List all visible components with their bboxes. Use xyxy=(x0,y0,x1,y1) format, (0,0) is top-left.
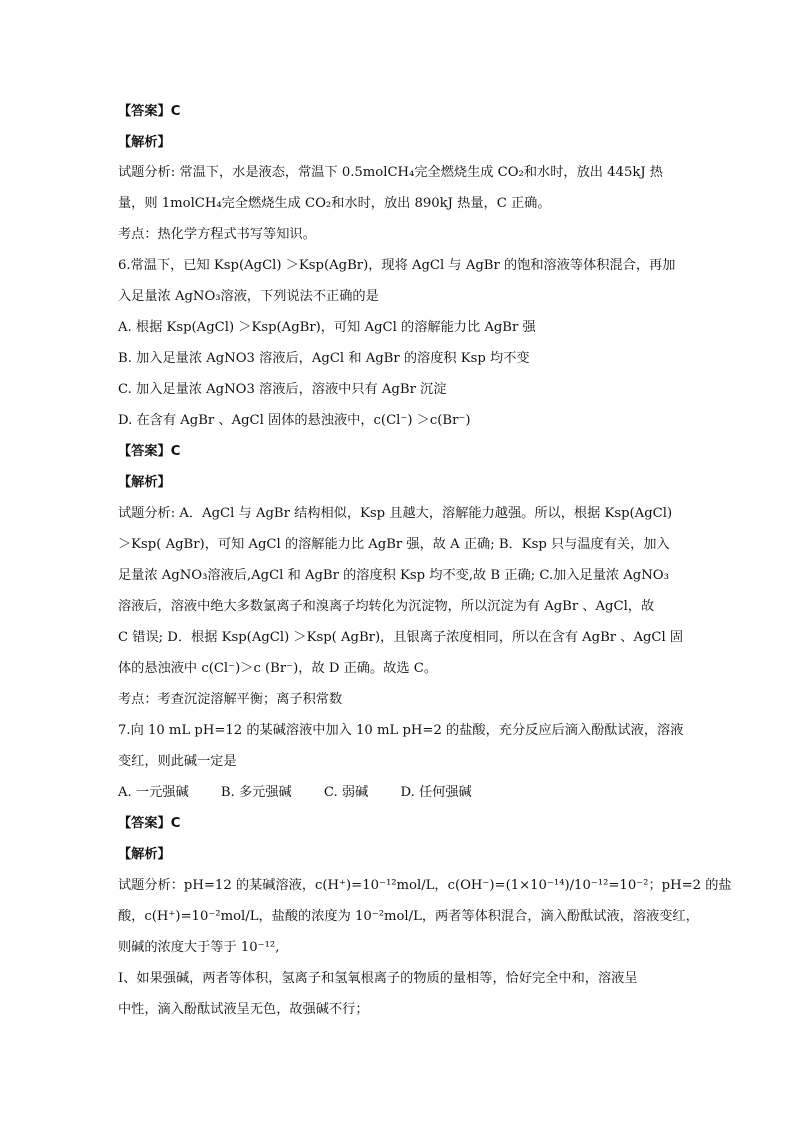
q7-option-b: B. 多元强碱 xyxy=(220,785,292,800)
q6-option-d: D. 在含有 AgBr 、AgCl 固体的悬浊液中，c(Cl⁻) ＞c(Br⁻) xyxy=(118,413,471,428)
q7-option-a: A. 一元强碱 xyxy=(118,785,189,800)
q6-analysis-line: C 错误; D．根据 Ksp(AgCl) ＞Ksp( AgBr)，且银离子浓度相同，所以在含有 AgBr 、AgCl 固 xyxy=(118,630,684,645)
q7-options xyxy=(118,784,500,802)
q5-kaodian: 考点：热化学方程式书写等知识。 xyxy=(118,227,316,242)
q7-stem-line: 变红，则此碱一定是 xyxy=(118,754,237,769)
q7-analysis-line: 试题分析：pH=12 的某碱溶液，c(H⁺)=10⁻¹²mol/L，c(OH⁻)=(1×10⁻¹⁴)/10⁻¹²=10⁻²；pH=2 的盐 xyxy=(118,878,732,893)
q7-analysis-heading: 【解析】 xyxy=(118,847,171,862)
q7-analysis-line: 则碱的浓度大于等于 10⁻¹², xyxy=(118,940,280,955)
q6-analysis-line: 体的悬浊液中 c(Cl⁻)＞c (Br⁻)，故 D 正确。故选 C。 xyxy=(118,661,438,676)
q6-analysis-line: 试题分析: A．AgCl 与 AgBr 结构相似，Ksp 且越大，溶解能力越强。所以，根据 Ksp(AgCl) xyxy=(118,506,673,521)
q5-analysis-line: 试题分析: 常温下，水是液态，常温下 0.5molCH₄完全燃烧生成 CO₂和水时，放出 445kJ 热 xyxy=(118,165,663,180)
q6-option-b: B. 加入足量浓 AgNO3 溶液后，AgCl 和 AgBr 的溶度积 Ksp 均不变 xyxy=(118,351,530,366)
q6-stem-line: 6.常温下，已知 Ksp(AgCl) ＞Ksp(AgBr)，现将 AgCl 与 AgBr 的饱和溶液等体积混合，再加 xyxy=(118,258,676,273)
q6-analysis-line: 溶液后，溶液中绝大多数氯离子和溴离子均转化为沉淀物，所以沉淀为有 AgBr 、AgCl，故 xyxy=(118,599,655,614)
q6-kaodian: 考点：考查沉淀溶解平衡；离子积常数 xyxy=(118,692,343,707)
q5-analysis-line: 量，则 1molCH₄完全燃烧生成 CO₂和水时，放出 890kJ 热量，C 正确。 xyxy=(118,196,551,211)
q7-option-c: C. 弱碱 xyxy=(323,785,369,800)
q7-analysis-line: Ⅰ、如果强碱，两者等体积，氢离子和氢氧根离子的物质的量相等，恰好完全中和，溶液呈 xyxy=(118,971,638,986)
q7-answer: 【答案】C xyxy=(118,816,181,831)
q6-stem-line: 入足量浓 AgNO₃溶液，下列说法不正确的是 xyxy=(118,289,379,304)
q6-analysis-heading: 【解析】 xyxy=(118,475,171,490)
q6-analysis-line: ＞Ksp( AgBr)，可知 AgCl 的溶解能力比 AgBr 强，故 A 正确; B．Ksp 只与温度有关，加入 xyxy=(118,537,670,552)
q6-option-a: A. 根据 Ksp(AgCl) ＞Ksp(AgBr)，可知 AgCl 的溶解能力比 AgBr 强 xyxy=(118,320,536,335)
q5-answer: 【答案】C xyxy=(118,104,181,119)
q7-analysis-line: 中性，滴入酚酞试液呈无色，故强碱不行； xyxy=(118,1002,369,1017)
q5-analysis-heading: 【解析】 xyxy=(118,135,171,150)
q7-option-d: D. 任何强碱 xyxy=(400,785,472,800)
q6-answer: 【答案】C xyxy=(118,444,181,459)
q7-stem-line: 7.向 10 mL pH=12 的某碱溶液中加入 10 mL pH=2 的盐酸，充分反应后滴入酚酞试液，溶液 xyxy=(118,723,684,738)
q7-analysis-line: 酸，c(H⁺)=10⁻²mol/L，盐酸的浓度为 10⁻²mol/L，两者等体积混合，滴入酚酞试液，溶液变红， xyxy=(118,909,699,924)
q6-analysis-line: 足量浓 AgNO₃溶液后,AgCl 和 AgBr 的溶度积 Ksp 均不变,故 B 正确; C.加入足量浓 AgNO₃ xyxy=(118,568,669,583)
q6-option-c: C. 加入足量浓 AgNO3 溶液后，溶液中只有 AgBr 沉淀 xyxy=(118,382,447,397)
